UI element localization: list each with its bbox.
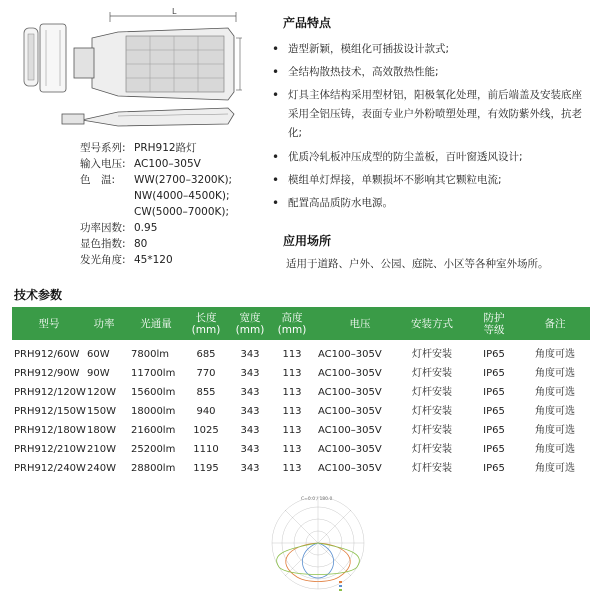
feature-item <box>272 40 590 59</box>
table-cell: PRH912/120W <box>14 387 86 398</box>
table-cell: 15600lm <box>131 387 176 398</box>
table-cell: 855 <box>196 387 216 398</box>
table-cell: 18000lm <box>131 406 176 417</box>
table-cell: 940 <box>196 406 216 417</box>
table-cell: AC100–305V <box>318 406 382 417</box>
table-cell: 180W <box>87 425 116 436</box>
table-cell: 113 <box>282 444 302 455</box>
table-header-cell: 宽度 (mm) <box>235 311 265 336</box>
table-row <box>12 364 590 383</box>
table-cell: 343 <box>240 406 260 417</box>
feature-text: 配置高品质防水电源。 <box>288 197 393 209</box>
bullet-icon: • <box>272 173 280 187</box>
table-cell: 角度可选 <box>535 387 575 398</box>
table-cell: 343 <box>240 444 260 455</box>
table-cell: 120W <box>87 387 116 398</box>
spec-voltage <box>80 156 201 172</box>
polar-top-label: C=0.0 / 180.0 <box>301 497 333 502</box>
spec-pf <box>80 220 157 236</box>
application-title: 应用场所 <box>283 234 332 248</box>
table-row <box>12 402 590 421</box>
feature-text: 灯具主体结构采用型材铝，阳极氧化处理，前后端盖及安装底座采用全铝压铸，表面专业户外粉喷塑处理，有效防紫外线，抗老化; <box>288 89 582 139</box>
table-cell: 25200lm <box>131 444 176 455</box>
table-cell: 11700lm <box>131 368 176 379</box>
table-cell: 灯杆安装 <box>412 349 452 360</box>
table-cell: 1110 <box>193 444 219 455</box>
table-cell: 113 <box>282 387 302 398</box>
table-cell: IP65 <box>483 387 505 398</box>
feature-item <box>272 63 590 82</box>
table-cell: IP65 <box>483 425 505 436</box>
table-cell: 28800lm <box>131 463 176 474</box>
spec-beam-label: 发光角度: <box>80 254 126 266</box>
table-cell: 角度可选 <box>535 406 575 417</box>
table-cell: 60W <box>87 349 110 360</box>
table-cell: 113 <box>282 463 302 474</box>
feature-text: 全结构散热技术，高效散热性能; <box>288 66 439 78</box>
table-cell: 343 <box>240 463 260 474</box>
feature-item <box>272 171 590 190</box>
feature-text: 模组单灯焊接，单颗损坏不影响其它颗粒电流; <box>288 174 502 186</box>
features-title: 产品特点 <box>283 16 332 30</box>
table-cell: PRH912/90W <box>14 368 80 379</box>
table-cell: 7800lm <box>131 349 169 360</box>
spec-beam-value: 45*120 <box>134 254 173 266</box>
dimension-label-l: L <box>172 8 177 16</box>
feature-item <box>272 148 590 167</box>
table-header-cell: 长度 (mm) <box>191 311 221 336</box>
table-cell: 210W <box>87 444 116 455</box>
table-row <box>12 440 590 459</box>
spec-cri-label: 显色指数: <box>80 238 126 250</box>
spec-color-temp-nw-row <box>134 188 230 204</box>
spec-color-temp-cw-row <box>134 204 229 220</box>
table-header <box>12 307 590 340</box>
spec-cri <box>80 236 147 252</box>
table-cell: 113 <box>282 406 302 417</box>
table-cell: PRH912/150W <box>14 406 86 417</box>
spec-color-temp <box>80 172 232 188</box>
table-cell: PRH912/180W <box>14 425 86 436</box>
table-cell: 343 <box>240 349 260 360</box>
tech-title: 技术参数 <box>14 288 63 302</box>
spec-pf-value: 0.95 <box>134 222 158 234</box>
table-header-cell: 防护 等级 <box>483 311 505 336</box>
table-cell: 343 <box>240 368 260 379</box>
table-cell: 1195 <box>193 463 219 474</box>
bullet-icon: • <box>272 42 280 56</box>
table-cell: 角度可选 <box>535 444 575 455</box>
table-cell: 灯杆安装 <box>412 463 452 474</box>
table-cell: PRH912/240W <box>14 463 86 474</box>
table-header-cell: 功率 <box>93 317 115 330</box>
table-cell: IP65 <box>483 349 505 360</box>
table-cell: PRH912/60W <box>14 349 80 360</box>
application-text: 适用于道路、户外、公园、庭院、小区等各种室外场所。 <box>286 258 549 270</box>
feature-text: 造型新颖，模组化可插拔设计款式; <box>288 43 450 55</box>
table-header-cell: 光通量 <box>140 317 172 330</box>
table-cell: 113 <box>282 349 302 360</box>
table-cell: 90W <box>87 368 110 379</box>
spec-cri-value: 80 <box>134 238 148 250</box>
feature-item <box>272 194 590 213</box>
table-cell: 770 <box>196 368 216 379</box>
feature-text: 优质冷轧板冲压成型的防尘盖板，百叶窗透风设计; <box>288 151 523 163</box>
table-cell: AC100–305V <box>318 368 382 379</box>
spec-color-temp-cw: CW(5000–7000K); <box>134 206 230 218</box>
spec-color-temp-nw: NW(4000–4500K); <box>134 190 230 202</box>
table-cell: 角度可选 <box>535 463 575 474</box>
table-header-cell: 安装方式 <box>411 317 453 330</box>
table-cell: 角度可选 <box>535 368 575 379</box>
table-cell: AC100–305V <box>318 444 382 455</box>
table-cell: AC100–305V <box>318 387 382 398</box>
table-header-cell: 高度 (mm) <box>277 311 307 336</box>
feature-item <box>272 86 590 143</box>
table-cell: 灯杆安装 <box>412 444 452 455</box>
table-cell: IP65 <box>483 444 505 455</box>
table-cell: AC100–305V <box>318 349 382 360</box>
bullet-icon: • <box>272 150 280 164</box>
spec-beam <box>80 252 173 268</box>
table-cell: PRH912/210W <box>14 444 86 455</box>
spec-pf-label: 功率因数: <box>80 222 126 234</box>
table-row <box>12 459 590 478</box>
table-cell: 灯杆安装 <box>412 387 452 398</box>
table-cell: 685 <box>196 349 216 360</box>
spec-series-value: PRH912路灯 <box>134 142 197 154</box>
spec-color-temp-label: 色 温: <box>80 174 116 186</box>
table-row <box>12 421 590 440</box>
table-cell: AC100–305V <box>318 425 382 436</box>
led-module-grid <box>126 36 224 92</box>
table-cell: IP65 <box>483 368 505 379</box>
table-cell: 113 <box>282 368 302 379</box>
table-cell: 240W <box>87 463 116 474</box>
table-cell: 角度可选 <box>535 349 575 360</box>
table-cell: 343 <box>240 387 260 398</box>
table-cell: 1025 <box>193 425 219 436</box>
table-cell: IP65 <box>483 406 505 417</box>
table-cell: 角度可选 <box>535 425 575 436</box>
table-cell: 灯杆安装 <box>412 368 452 379</box>
bullet-icon: • <box>272 88 280 102</box>
bullet-icon: • <box>272 196 280 210</box>
spec-series <box>80 140 197 156</box>
table-cell: 343 <box>240 425 260 436</box>
spec-series-label: 型号系列: <box>80 142 126 154</box>
table-header-cell: 备注 <box>544 317 566 330</box>
table-cell: IP65 <box>483 463 505 474</box>
light-distribution-diagram <box>257 493 379 597</box>
table-row <box>12 345 590 364</box>
bullet-icon: • <box>272 65 280 79</box>
table-cell: AC100–305V <box>318 463 382 474</box>
table-cell: 灯杆安装 <box>412 406 452 417</box>
table-cell: 150W <box>87 406 116 417</box>
table-cell: 21600lm <box>131 425 176 436</box>
product-drawing <box>22 8 248 136</box>
table-cell: 灯杆安装 <box>412 425 452 436</box>
table-header-cell: 电压 <box>349 317 371 330</box>
spec-color-temp-ww: WW(2700–3200K); <box>134 174 233 186</box>
spec-voltage-label: 输入电压: <box>80 158 126 170</box>
table-header-cell: 型号 <box>38 317 60 330</box>
spec-voltage-value: AC100–305V <box>134 158 201 170</box>
table-row <box>12 383 590 402</box>
table-cell: 113 <box>282 425 302 436</box>
